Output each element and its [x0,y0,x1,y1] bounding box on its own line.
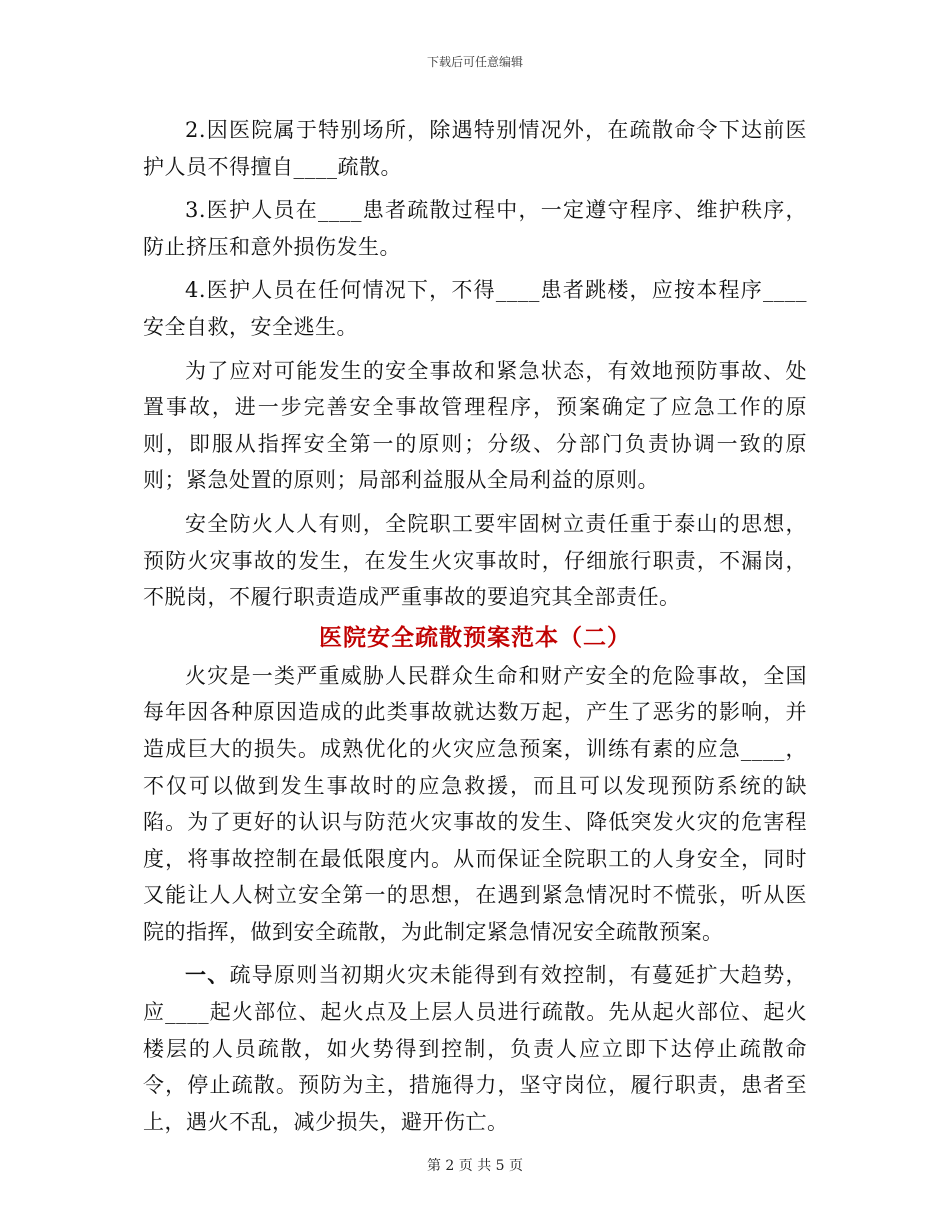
principle-lead: 一、 [185,962,230,988]
paragraph-evacuation-principle [143,957,807,1140]
paragraph-item-2: 2.因医院属于特别场所，除遇特别情况外，在疏散命令下达前医护人员不得擅自____疏散。 [143,118,807,179]
paragraph-fire-intro: 火灾是一类严重威胁人民群众生命和财产安全的危险事故，全国每年因各种原因造成的此类事故就达数万起，产生了恶劣的影响，并造成巨大的损失。成熟优化的火灾应急预案，训练有素的应急____，不仅可以做到发生事故时的应急救援，而且可以发现预防系统的缺陷。为了更好的认识与防范火灾事故的发生、降低突发火灾的危害程度，将事故控制在最低限度内。从而保证全院职工的人身安全，同时又能让人人树立安全第一的思想，在遇到紧急情况时不慌张，听从医院的指挥，做到安全疏散，为此制定紧急情况安全疏散预案。 [143,663,807,944]
paragraph-item-4: 4.医护人员在任何情况下，不得____患者跳楼，应按本程序____安全自救，安全逃生。 [143,278,807,339]
paragraph-item-3: 3.医护人员在____患者疏散过程中，一定遵守程序、维护秩序，防止挤压和意外损伤发生。 [143,198,807,259]
principle-body: 疏导原则当初期火灾未能得到有效控制，有蔓延扩大趋势，应____起火部位、起火点及上层人员进行疏散。先从起火部位、起火楼层的人员疏散，如火势得到控制，负责人应立即下达停止疏散命令，停止疏散。预防为主，措施得力，坚守岗位，履行职责，患者至上，遇火不乱，减少损失，避开伤亡。 [143,963,808,1134]
section-title: 医院安全疏散预案范本（二） [319,623,631,651]
document-body [143,112,807,1140]
paragraph-emergency-principles: 为了应对可能发生的安全事故和紧急状态，有效地预防事故、处置事故，进一步完善安全事故管理程序，预案确定了应急工作的原则，即服从指挥安全第一的原则；分级、分部门负责协调一致的原则；紧急处置的原则；局部利益服从全局利益的原则。 [143,358,807,493]
page-header: 下载后可任意编辑 [426,55,523,69]
paragraph-fire-responsibility: 安全防火人人有则，全院职工要牢固树立责任重于泰山的思想，预防火灾事故的发生，在发生火灾事故时，仔细旅行职责，不漏岗，不脱岗，不履行职责造成严重事故的要追究其全部责任。 [143,511,807,610]
page-footer: 第 2 页 共 5 页 [426,1158,524,1174]
